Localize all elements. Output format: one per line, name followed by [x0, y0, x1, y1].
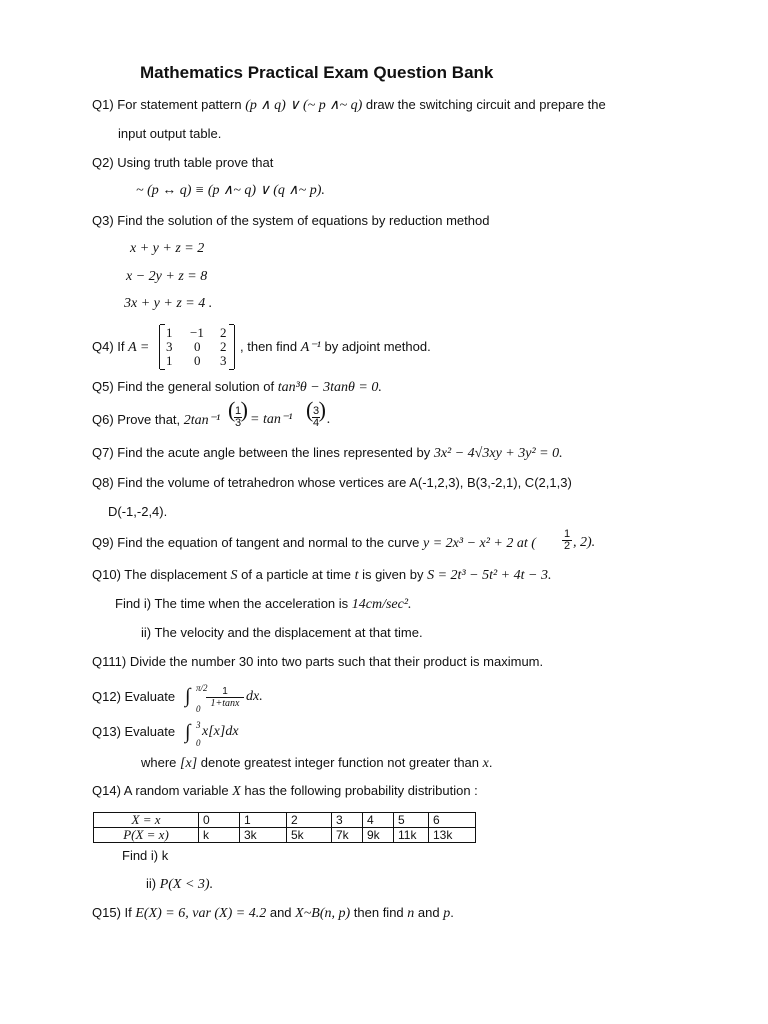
q5-expression: tan³θ − 3tanθ = 0.: [277, 380, 382, 395]
q1-tail: draw the switching circuit and prepare the: [362, 97, 606, 112]
table-cell: 5k: [287, 828, 332, 843]
table-cell: 1: [240, 813, 287, 828]
q10-part-2: ii) The velocity and the displacement at that time.: [141, 625, 423, 640]
table-cell: 4: [363, 813, 394, 828]
q4-inverse: A⁻¹: [300, 340, 321, 355]
table-cell: 5: [394, 813, 429, 828]
table-cell: 3: [332, 813, 363, 828]
q4-tail: , then find A⁻¹ by adjoint method.: [240, 339, 431, 355]
matrix-cell: 0: [194, 353, 201, 368]
q3-equation-2: x − 2y + z = 8: [126, 269, 208, 284]
table-cell: P(X = x): [94, 828, 199, 843]
q13-integral-sign: ∫: [185, 721, 191, 743]
q12-integral-sign: ∫: [185, 685, 191, 707]
matrix-cell: 1: [166, 353, 173, 368]
q10-part-1: Find i) The time when the acceleration is 14cm/sec².: [115, 596, 412, 612]
q9-expression-end: , 2).: [573, 535, 596, 550]
q3-equation-3: 3x + y + z = 4 .: [124, 296, 213, 311]
q12-fraction: 1 1+tanx: [206, 686, 244, 709]
q4-lhs: A =: [128, 340, 150, 355]
table-cell: 9k: [363, 828, 394, 843]
q14-part-2: ii) P(X < 3).: [146, 876, 214, 892]
question-1: [92, 97, 606, 114]
matrix-cell: 0: [194, 339, 201, 354]
matrix-cell: −1: [190, 325, 204, 340]
q13-upper-limit: 3: [196, 720, 201, 730]
table-cell: 0: [199, 813, 240, 828]
table-cell: 3k: [240, 828, 287, 843]
question-11: Q111) Divide the number 30 into two parts such that their product is maximum.: [92, 654, 544, 669]
question-4-lead: Q4) If A =: [92, 339, 150, 355]
question-9: Q9) Find the equation of tangent and normal to the curve y = 2x³ − x² + 2 at (: [92, 535, 536, 551]
q12-tail: dx.: [246, 689, 263, 704]
table-row: [94, 813, 476, 828]
table-cell: k: [199, 828, 240, 843]
question-10: Q10) The displacement S of a particle at time t is given by S = 2t³ − 5t² + 4t − 3.: [92, 567, 552, 583]
q6-fraction-a: ( 1 3 ): [228, 397, 248, 429]
question-13: Q13) Evaluate: [92, 724, 176, 739]
question-6: Q6) Prove that, 2tan⁻¹: [92, 412, 221, 428]
question-7: Q7) Find the acute angle between the lines represented by 3x² − 4√3xy + 3y² = 0.: [92, 445, 563, 461]
table-cell: 11k: [394, 828, 429, 843]
matrix-cell: 3: [166, 339, 173, 354]
page-title: Mathematics Practical Exam Question Bank: [140, 63, 494, 82]
question-8: Q8) Find the volume of tetrahedron whose vertices are A(-1,2,3), B(3,-2,1), C(2,1,3): [92, 475, 572, 490]
q7-expression: 3x² − 4√3xy + 3y² = 0.: [433, 446, 563, 461]
question-14: Q14) A random variable X has the following probability distribution :: [92, 783, 478, 799]
table-cell: 6: [429, 813, 476, 828]
question-3: Q3) Find the solution of the system of equations by reduction method: [92, 213, 490, 228]
probability-table: [93, 812, 476, 843]
q2-expression: ~ (p ↔ q) ≡ (p ∧~ q) ∨ (q ∧~ p).: [136, 183, 325, 198]
q6-end: .: [327, 412, 331, 427]
q8-line-2: D(-1,-2,4).: [108, 504, 168, 519]
q1-expression: (p ∧ q) ∨ (~ p ∧~ q): [245, 98, 363, 113]
table-cell: 13k: [429, 828, 476, 843]
matrix-cell: 3: [220, 353, 227, 368]
q3-equation-1: x + y + z = 2: [130, 241, 205, 256]
question-2: Q2) Using truth table prove that: [92, 155, 274, 170]
q13-expression: x[x]dx: [202, 724, 239, 739]
table-cell: 7k: [332, 828, 363, 843]
q13-lower-limit: 0: [196, 738, 201, 748]
table-cell: X = x: [94, 813, 199, 828]
question-5: Q5) Find the general solution of tan³θ − 3tanθ = 0.: [92, 379, 382, 395]
matrix-cell: 2: [220, 339, 227, 354]
q4-matrix: [159, 325, 235, 369]
q14-part-1: Find i) k: [122, 848, 169, 863]
table-row: [94, 828, 476, 843]
q13-note: where [x] denote greatest integer function not greater than x.: [141, 755, 493, 771]
table-cell: 2: [287, 813, 332, 828]
q12-lower-limit: 0: [196, 704, 201, 714]
matrix-cell: 1: [166, 325, 173, 340]
q9-expression: y = 2x³ − x² + 2 at (: [423, 536, 536, 551]
q12-upper-limit: π/2: [196, 683, 208, 693]
q6-fraction-b: ( 3 4 ): [306, 397, 326, 429]
q1-line-2: input output table.: [118, 126, 222, 141]
q9-fraction: 1 2: [563, 528, 571, 552]
question-12: Q12) Evaluate: [92, 689, 176, 704]
question-15: Q15) If E(X) = 6, var (X) = 4.2 and X~B(n, p) then find n and p.: [92, 905, 454, 921]
q10-expression: S = 2t³ − 5t² + 4t − 3.: [427, 568, 552, 583]
q1-lead: Q1) For statement pattern: [92, 97, 246, 112]
q6-expression-b: = tan⁻¹: [250, 412, 293, 427]
matrix-cell: 2: [220, 325, 227, 340]
